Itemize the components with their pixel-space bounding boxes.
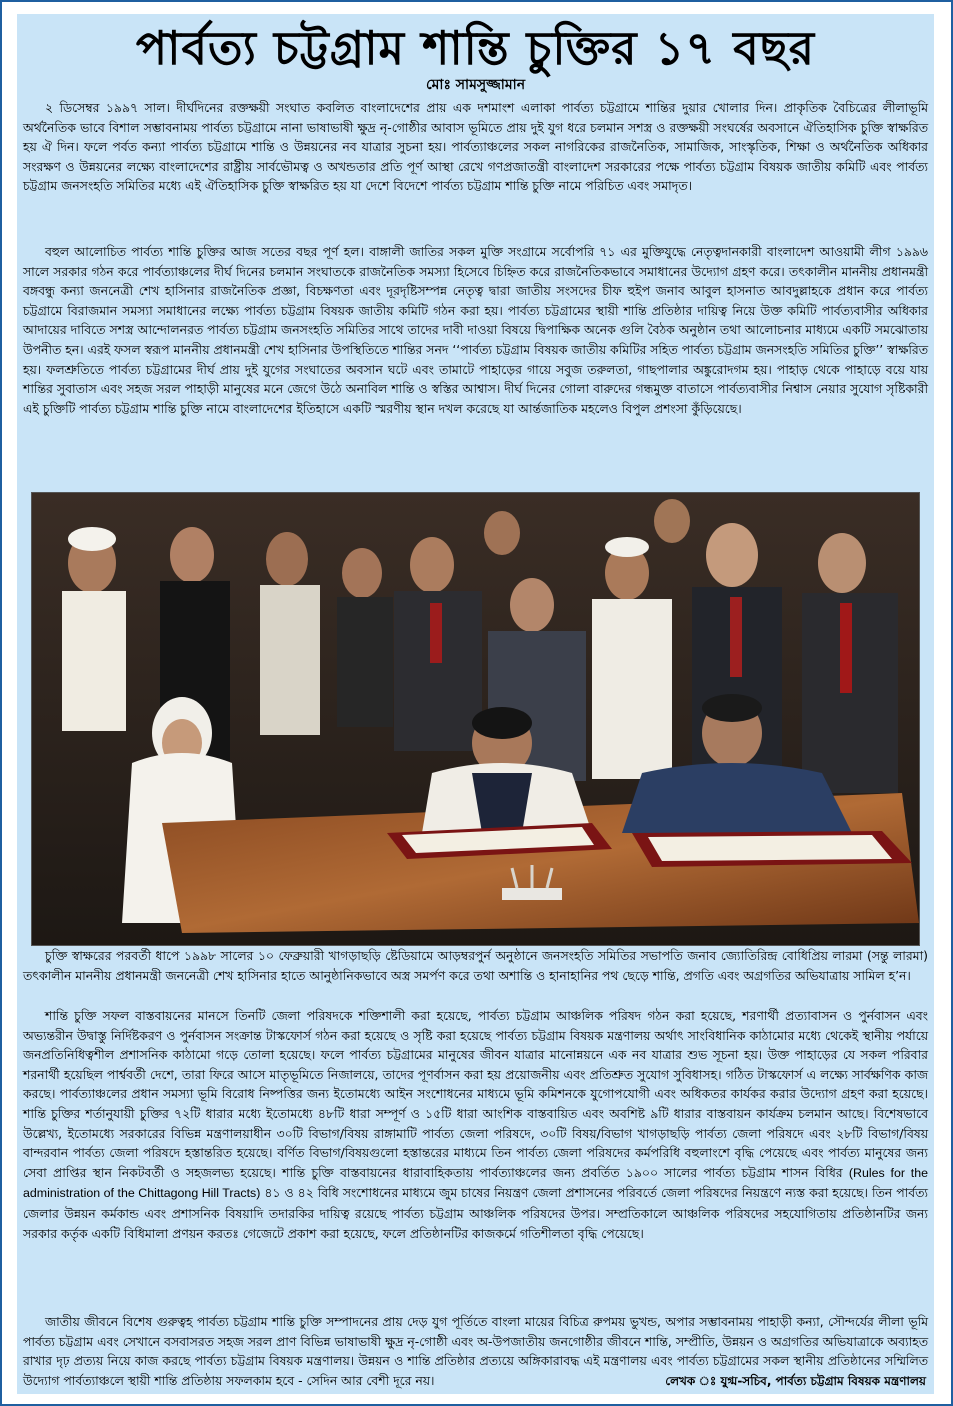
paragraph-4-part-a: শান্তি চুক্তি সফল বাস্তবায়নের মানসে তিনটি জেলা পরিষদকে শক্তিশালী করা হয়েছে, পার্বত্য চট্টগ্রাম আঞ্চলিক পরিষদ গঠন করা হয়েছে, শরণার্থী প্রত্যাবাসন ও পুর্নবাসন এবং অভ্যন্তরীন উদ্বাস্তু নির্দিষ্টকরণ ও পুর্নবাসন সংক্রান্ত টাস্কফোর্স গঠন করা হয়েছে ও সৃষ্টি করা হয়েছে পার্বত্য চট্টগ্রাম বিষয়ক মন্ত্রণালয় অর্থাৎ সাংবিধানিক কাঠামোর মধ্যে থেকেই স্থানীয় পর্যায়ে জনপ্রতিনিধিত্বশীল প্রশাসনিক কাঠামো গড়ে তোলা হয়েছে। ফলে পার্বত্য চট্টগ্রামের মানুষের জীবন যাত্রার মানোন্নয়নে এক নব যাত্রার শুভ সূচনা হয়। উক্ত পাহাড়ের যে সকল পরিবার শরনার্থী হয়েছিল পার্শ্ববর্তী দেশে, তারা ফিরে আসে মাতৃভূমিতে নিজালয়ে, তাদের পূণর্বাসন করা হয় প্রয়োজনীয় এবং প্রতিশ্রুত সুযোগ সুবিধাসহ। গঠিত টাস্কফোর্স এ লক্ষ্যে সার্বক্ষণিক কাজ করছে। পার্বত্যাঞ্চলের প্রধান সমস্যা ভূমি বিরোধ নিষ্পত্তির জন্য ইতোমধ্যে আইন সংশোধনের মাধ্যমে ভূমি কমিশনকে যুগোপযোগী এবং অধিকতর কার্যকর করার উদ্যোগ গ্রহণ করা হয়েছে। শান্তি চুক্তির শর্তানুযায়ী চুক্তির ৭২টি ধারার মধ্যে ইতোমধ্যে ৪৮টি ধারা সম্পূর্ণ ও ১৫টি ধারা আংশিক বাস্তবায়িত এবং অবশিষ্ট ৯টি ধারার বাস্তবায়ন কার্যক্রম চলমান আছে। বিশেষভাবে উল্লেখ্য, ইতোমধ্যে সরকারের বিভিন্ন মন্ত্রণালয়াধীন ৩০টি বিভাগ/বিষয় রাঙ্গামাটি পার্বত্য জেলা পরিষদে, ৩০টি বিষয়/বিভাগ খাগড়াছড়ি পার্বত্য জেলা পরিষদে এবং ২৮টি বিভাগ/বিষয় বান্দরবান পার্বত্য জেলা পরিষদে হস্তান্তরিত হয়েছে। বর্ণিত বিভাগ/বিষয়গুলো হস্তান্তরের মাধ্যমে তিন পার্বত্য জেলা পরিষদের কর্মপরিধি বহুলাংশে বৃদ্ধি পেয়েছে এবং পার্বত্য মানুষের জন্য সেবা প্রাপ্তির স্থান নিকটবর্তী ও সহজলভ্য হয়েছে। শান্তি চুক্তি বাস্তবায়নের ধারাবাহিকতায় পার্বত্যাঞ্চলের জন্য প্রবর্তিত ১৯০০ সালের পার্বত্য চট্টগ্রাম শাসন বিধির xyxy=(23,1008,928,1180)
pen-stand xyxy=(502,888,562,900)
byline: মোঃ সামসুজ্জামান xyxy=(425,77,526,93)
author-credit: লেখক ঃ যুগ্ম-সচিব, পার্বত্য চট্টগ্রাম বিষয়ক মন্ত্রণালয় xyxy=(657,1372,926,1390)
paragraph-5: জাতীয় জীবনে বিশেষ গুরুত্বহ পার্বত্য চট্টগ্রাম শান্তি চুক্তি সম্পাদনের প্রায় দেড় যুগ পূর্তিতে বাংলা মায়ের বিচিত্র রুপময় ভুখন্ড, অপার সম্ভাবনাময় পাহাড়ী কন্যা, সৌন্দর্যের লীলা ভূমি পার্বত্য চট্টগ্রাম এবং সেখানে বসবাসরত সহজ সরল প্রাণ বিভিন্ন ভাষাভাষী ক্ষুদ্র নৃ-গোষ্ঠী এবং অ-উপজাতীয় জনগোষ্ঠীর জীবনে শান্তি, সম্প্রীতি, উন্নয়ন ও অগ্রগতির অভিযাত্রাকে অব্যাহত রাখার দৃঢ় প্রত্যয় নিয়ে কাজ করছে পার্বত্য চট্টগ্রাম বিষয়ক মন্ত্রণালয়। উন্নয়ন ও শান্তি প্রতিষ্ঠার প্রত্যয়ে অঙ্গিকারাবদ্ধ এই মন্ত্রণালয় এবং পার্বত্য চট্টগ্রামের সকল স্থানীয় প্রতিষ্ঠানের সম্মিলিত উদ্যোগ পার্বত্যাঞ্চলে স্থায়ী শান্তি প্রতিষ্ঠায় সফলকাম হবে - সেদিন আর বেশী দূরে নয়। xyxy=(23,1314,928,1388)
article-panel xyxy=(17,14,934,1394)
signing-ceremony-photo xyxy=(31,492,920,946)
headline: পার্বত্য চট্টগ্রাম শান্তি চুক্তির ১৭ বছর xyxy=(135,21,816,75)
paragraph-3: চুক্তি স্বাক্ষরের পরবর্তী ধাপে ১৯৯৮ সালের ১০ ফেব্রুয়ারী খাগড়াছড়ি ষ্টেডিয়ামে আড়ম্বরপুর্ন অনুষ্ঠানে জনসংহতি সমিতির সভাপতি জনাব জ্যোতিরিন্দ্র বোধিপ্রিয় লারমা (সন্তু লারমা) তৎকালীন মাননীয় প্রধানমন্ত্রী জননেত্রী শেখ হাসিনার হাতে আনুষ্ঠানিকভাবে অস্ত্র সমর্পণ করে তথা অশান্তি ও হানাহানির পথ ছেড়ে শান্তি, প্রগতি এবং অগ্রগতির অভিযাত্রায় সামিল হ’ন। xyxy=(23,948,928,983)
paragraph-2: বহুল আলোচিত পার্বত্য শান্তি চুক্তির আজ সতের বছর পূর্ণ হল। বাঙ্গালী জাতির সকল মুক্তি সংগ্রামে সর্বোপরি ৭১ এর মুক্তিযুদ্ধে নেতৃত্বদানকারী বাংলাদেশ আওয়ামী লীগ ১৯৯৬ সালে সরকার গঠন করে পার্বত্যাঞ্চলের দীর্ঘ দিনের চলমান সংঘাতকে রাজনৈতিক সমস্যা হিসেবে চিহ্নিত করে রাজনৈতিকভাবে সমাধানের উদ্যোগ গ্রহণ করে। তৎকালীন মাননীয় প্রধানমন্ত্রী বঙ্গবন্ধু কন্যা জননেত্রী শেখ হাসিনার রাজনৈতিক প্রজ্ঞা, বিচক্ষণতা এবং দূরদৃষ্টিসম্পন্ন নেতৃত্ব দ্বারা জাতীয় সংসদের চীফ হুইপ জনাব আবুল হাসনাত আবদুল্লাহকে প্রধান করে পার্বত্য চট্টগ্রামে বিরাজমান সমস্যা সমাধানের লক্ষ্যে পার্বত্য চট্টগ্রাম বিষয়ক জাতীয় কমিটি গঠন করা হয়। পার্বত্য চট্টগ্রামের স্থায়ী শান্তি প্রতিষ্ঠার দায়িত্ব নিয়ে উক্ত কমিটি পার্বত্যবাসীর অধিকার আদায়ের দাবিতে সশস্ত্র আন্দোলনরত পার্বত্য চট্টগ্রাম জনসংহতি সমিতির সাথে তাদের দাবী দাওয়া বিষয়ে দ্বিপাক্ষিক অনেক গুলি বৈঠক অনুষ্ঠান তথা আলোচনার মাধ্যমে একটি সমঝোতায় উপনীত হন। এরই ফসল স্বরূপ মাননীয় প্রধানমন্ত্রী শেখ হাসিনার উপস্থিতিতে শান্তির সনদ ‘‘পার্বত্য চট্টগ্রাম বিষয়ক জাতীয় কমিটির সহিত পার্বত্য চট্টগ্রাম জনসংহতি সমিতির চুক্তি’’ স্বাক্ষরিত হয়। ফলশ্রুতিতে পার্বত্য চট্টগ্রামের দীর্ঘ প্রায় দুই যুগের সংঘাতের অবসান ঘটে এবং তামাটে পাহাড়ের গায়ে সবুজ তরুলতা, গাছপালার অঙ্কুরোদগম হয়। পাহাড় থেকে পাহাড়ে বয়ে যায় শান্তির সুবাতাস এবং সহজ সরল পাহাড়ী মানুষের মনে জেগে উঠে অনাবিল শান্তি ও স্বস্তির আশ্বাস। দীর্ঘ দিনের গোলা বারুদের গন্ধমুক্ত বাতাসে পার্বত্যবাসীর নিশ্বাস নেয়ার সুযোগ সৃষ্টিকারী এই চুক্তিটি পার্বত্য চট্টগ্রাম শান্তি চুক্তি নামে বাংলাদেশের ইতিহাসে একটি স্মরণীয় স্থান দখল করেছে যা আর্ন্তজাতিক মহলেও বিপুল প্রশংসা কুঁড়িয়েছে। xyxy=(23,244,929,416)
signing-ceremony-illustration xyxy=(32,493,919,945)
rules-title-english: (Rules for the administration of the Chittagong Hill Tracts) xyxy=(23,1165,928,1201)
paragraph-4-part-c: ৪১ ও ৪২ বিধি সংশোধনের মাধ্যমে জুম চাষের নিয়ন্ত্রণ জেলা প্রশাসনের পরিবর্তে জেলা পরিষদের নিয়ন্ত্রণে ন্যস্ত করা হয়েছে। তিন পার্বত্য জেলার উন্নয়ন কর্মকান্ড এবং প্রশাসনিক বিষয়াদি তদারকির দায়িত্ব রয়েছে পার্বত্য চট্টগ্রাম আঞ্চলিক পরিষদের উপর। সম্প্রতিকালে আঞ্চলিক পরিষদের সহযোগিতায় প্রতিষ্ঠানটির জন্য সরকার কর্তৃক একটি বিধিমালা প্রণয়ন করতঃ গেজেটে প্রকাশ করা হয়েছে, ফলে প্রতিষ্ঠানটির কাজকর্মে গতিশীলতা বৃদ্ধি পেয়েছে। xyxy=(23,1185,928,1241)
paragraph-1: ২ ডিসেম্বর ১৯৯৭ সাল। দীর্ঘদিনের রক্তক্ষয়ী সংঘাত কবলিত বাংলাদেশের প্রায় এক দশমাংশ এলাকা পার্বত্য চট্টগ্রামে শান্তির দুয়ার খোলার দিন। প্রাকৃতিক বৈচিত্রের লীলাভূমি অর্থনৈতিক ভাবে বিশাল সম্ভাবনাময় পার্বত্য চট্টগ্রামে নানা ভাষাভাষী ক্ষুদ্র নৃ-গোষ্ঠীর আবাস ভূমিতে প্রায় দুই যুগ ধরে চলমান সশস্ত্র ও রক্তক্ষয়ী সংঘর্ষের অবসানে ঐতিহাসিক চুক্তি স্বাক্ষরিত হয় ঐ দিন। ফলে পর্বত কন্যা পার্বত্য চট্টগ্রামে শান্তি ও উন্নয়নের নব যাত্রার সুচনা হয়। পার্বত্যাঞ্চলের সকল নাগরিকের রাজনৈতিক, সামাজিক, সাংস্কৃতিক, শিক্ষা ও অর্থনৈতিক অধিকার সংরক্ষণ ও উন্নয়নের লক্ষ্যে বাংলাদেশের রাষ্ট্রীয় সার্বভৌমত্ব ও অখন্ডতার প্রতি পূর্ণ আস্থা রেখে গণপ্রজাতন্ত্রী বাংলাদেশ সরকারের পক্ষে পার্বত্য চট্টগ্রাম বিষয়ক জাতীয় কমিটি এবং পার্বত্য চট্টগ্রাম জনসংহতি সমিতির মধ্যে এই ঐতিহাসিক চুক্তি স্বাক্ষরিত হয় যা দেশে বিদেশে পার্বত্য চট্টগ্রাম শান্তি চুক্তি নামে পরিচিত এবং সমাদৃত। xyxy=(23,100,928,194)
paragraph-4 xyxy=(23,1006,928,1310)
